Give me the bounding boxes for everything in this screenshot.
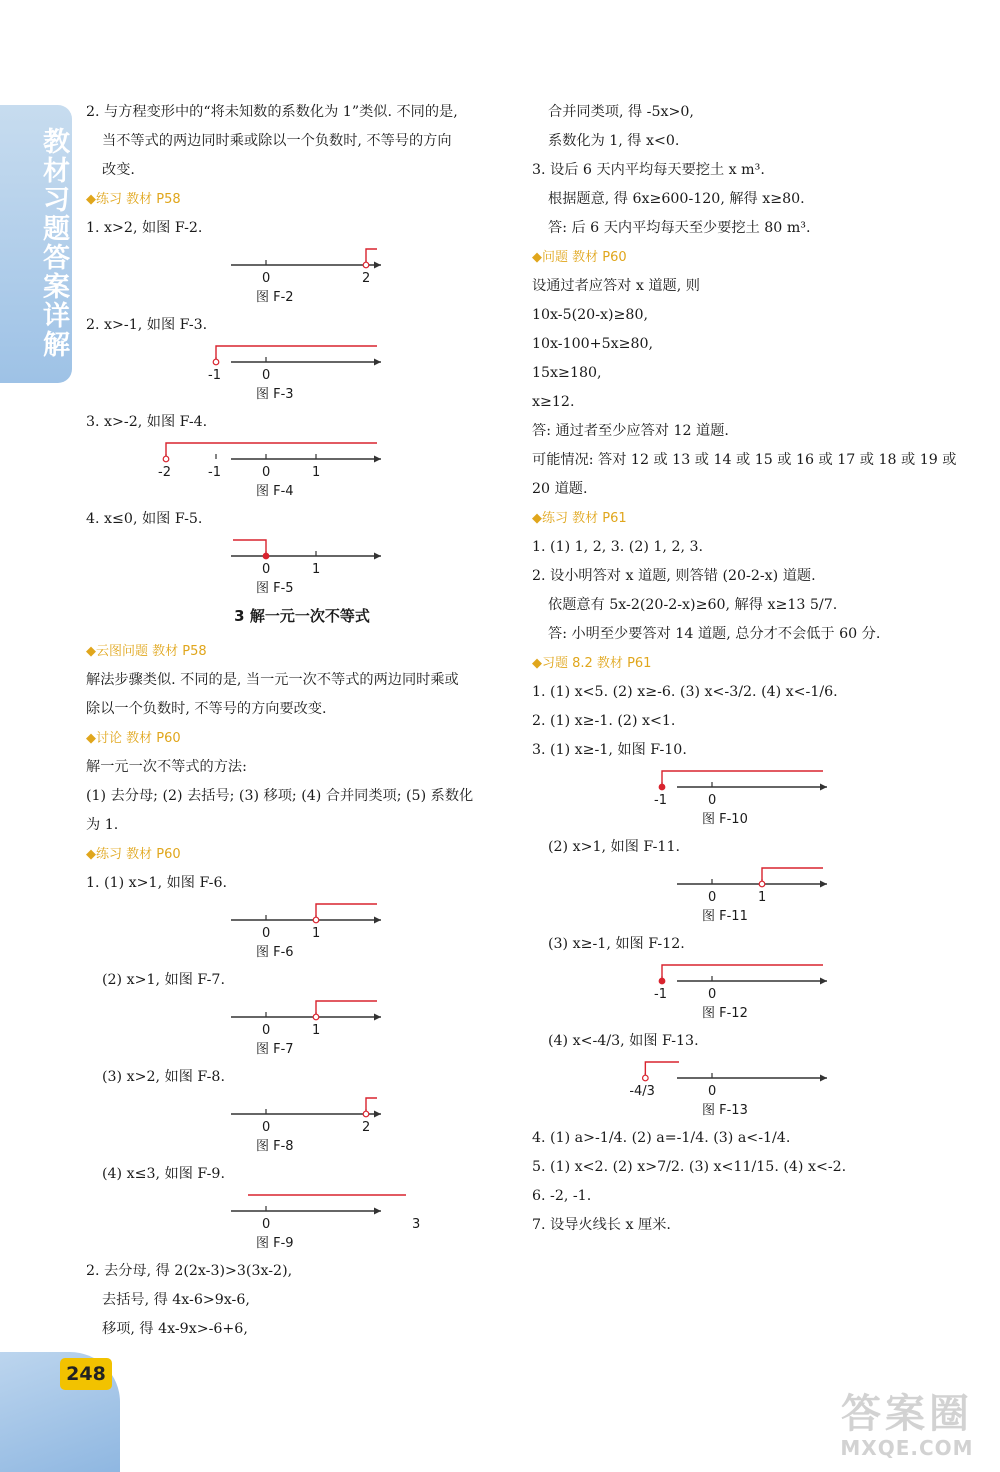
axis-arrow [374, 1111, 381, 1118]
text-line: 2. (1) x≥-1. (2) x<1. [532, 713, 676, 729]
tick-label: -4/3 [629, 1084, 655, 1099]
text-line: (1) 去分母; (2) 去括号; (3) 移项; (4) 合并同类项; (5) 系数化 [86, 788, 474, 804]
text-line: 3. 设后 6 天内平均每天要挖土 x m³. [532, 162, 765, 178]
tick-label: 0 [708, 1084, 717, 1099]
tick-label: -1 [208, 368, 221, 383]
text-line: (4) x≤3, 如图 F-9. [102, 1166, 225, 1182]
tick-label: 2 [362, 1120, 371, 1135]
text-line: 答: 后 6 天内平均每天至少要挖土 80 m³. [548, 220, 811, 236]
tick-label: 0 [708, 890, 717, 905]
figure-caption: 图 F-8 [256, 1139, 294, 1154]
number-line-svg [532, 767, 852, 807]
text-line: (3) x≥-1, 如图 F-12. [548, 936, 685, 952]
tick-label: 0 [262, 368, 271, 383]
number-line-figure [86, 439, 518, 497]
tick-label: 0 [262, 1023, 271, 1038]
section-label: ◆讨论 教材 P60 [86, 731, 181, 746]
number-line-figure [86, 245, 518, 303]
text-line: 1. (1) x>1, 如图 F-6. [86, 875, 228, 891]
solution-ray [316, 1001, 377, 1017]
solution-ray [166, 443, 377, 459]
axis-arrow [374, 262, 381, 269]
figure-caption: 图 F-5 [256, 581, 294, 596]
text-line: 2. 设小明答对 x 道题, 则答错 (20-2-x) 道题. [532, 568, 816, 584]
page-number: 248 [60, 1358, 112, 1390]
text-line: 4. x≤0, 如图 F-5. [86, 511, 203, 527]
section-label: ◆练习 教材 P58 [86, 192, 181, 207]
number-line-figure [86, 900, 518, 958]
text-line: 可能情况: 答对 12 或 13 或 14 或 15 或 16 或 17 或 18 或 19 或 [532, 452, 957, 468]
text-line: 移项, 得 4x-9x>-6+6, [102, 1321, 248, 1337]
text-line: 20 道题. [532, 481, 588, 497]
tick-label: 0 [262, 1217, 271, 1232]
text-line: 改变. [102, 162, 135, 178]
text-line: (4) x<-4/3, 如图 F-13. [548, 1033, 699, 1049]
axis-arrow [374, 1014, 381, 1021]
text-line: 15x≥180, [532, 365, 602, 381]
tick-label: 1 [758, 890, 767, 905]
text-line: 1. x>2, 如图 F-2. [86, 220, 203, 236]
tick-label: 1 [312, 926, 321, 941]
tick-label: -1 [654, 987, 667, 1002]
axis-arrow [820, 1075, 827, 1082]
number-line-svg [86, 1191, 406, 1231]
text-line: 2. 与方程变形中的“将未知数的系数化为 1”类似. 不同的是, [86, 104, 458, 120]
text-line: 1. (1) x<5. (2) x≥-6. (3) x<-3/2. (4) x<-1/6. [532, 684, 838, 700]
axis-arrow [820, 881, 827, 888]
number-line-figure [86, 997, 518, 1055]
text-line: 答: 小明至少要答对 14 道题, 总分才不会低于 60 分. [548, 626, 881, 642]
solution-ray [216, 346, 377, 362]
text-line: 解一元一次不等式的方法: [86, 759, 247, 775]
axis-arrow [374, 456, 381, 463]
figure-caption: 图 F-4 [256, 484, 294, 499]
number-line-svg [86, 342, 406, 382]
tick-label: -1 [208, 465, 221, 480]
tick-label: 3 [412, 1217, 421, 1232]
text-line: 合并同类项, 得 -5x>0, [548, 104, 694, 120]
text-line: 解法步骤类似. 不同的是, 当一元一次不等式的两边同时乘或 [86, 672, 459, 688]
number-line-svg [532, 864, 852, 904]
tick-label: 1 [312, 562, 321, 577]
section-label: ◆问题 教材 P60 [532, 250, 627, 265]
tick-label: 0 [708, 987, 717, 1002]
figure-caption: 图 F-2 [256, 290, 294, 305]
tick-label: 0 [262, 1120, 271, 1135]
text-line: 5. (1) x<2. (2) x>7/2. (3) x<11/15. (4) x<-2. [532, 1159, 847, 1175]
tick-label: 1 [312, 465, 321, 480]
side-tab-label: 教材习题答案详解 [38, 127, 69, 359]
number-line-svg [532, 961, 852, 1001]
text-line: 根据题意, 得 6x≥600-120, 解得 x≥80. [548, 191, 805, 207]
axis-arrow [374, 359, 381, 366]
tick-label: 0 [708, 793, 717, 808]
section-label: ◆练习 教材 P61 [532, 511, 627, 526]
text-line: x≥12. [532, 394, 575, 410]
text-line: 6. -2, -1. [532, 1188, 592, 1204]
section-heading: 3 解一元一次不等式 [234, 607, 370, 625]
number-line-svg [86, 1094, 406, 1134]
figure-caption: 图 F-11 [702, 909, 748, 924]
figure-caption: 图 F-10 [702, 812, 748, 827]
solution-ray [662, 771, 823, 787]
tick-label: 1 [312, 1023, 321, 1038]
text-line: 2. 去分母, 得 2(2x-3)>3(3x-2), [86, 1263, 293, 1279]
axis-arrow [374, 1208, 381, 1215]
text-line: (2) x>1, 如图 F-7. [102, 972, 225, 988]
number-line-figure [86, 536, 518, 594]
right-column [532, 98, 962, 1240]
text-line: 10x-100+5x≥80, [532, 336, 654, 352]
watermark-url: MXQE.COM [840, 1436, 974, 1460]
number-line-figure [532, 1058, 962, 1116]
text-line: 2. x>-1, 如图 F-3. [86, 317, 208, 333]
tick-label: -1 [654, 793, 667, 808]
axis-arrow [820, 784, 827, 791]
figure-caption: 图 F-7 [256, 1042, 294, 1057]
number-line-svg [86, 245, 406, 285]
solution-ray [316, 904, 377, 920]
text-line: 为 1. [86, 817, 119, 833]
text-line: 去括号, 得 4x-6>9x-6, [102, 1292, 250, 1308]
number-line-svg [86, 536, 406, 576]
tick-label: 0 [262, 465, 271, 480]
number-line-svg [532, 1058, 852, 1098]
text-line: 依题意有 5x-2(20-2-x)≥60, 解得 x≥13 5/7. [548, 597, 838, 613]
figure-caption: 图 F-9 [256, 1236, 294, 1251]
axis-arrow [374, 917, 381, 924]
solution-ray [662, 965, 823, 981]
solution-ray [645, 1062, 679, 1078]
axis-arrow [374, 553, 381, 560]
axis-arrow [820, 978, 827, 985]
number-line-svg [86, 900, 406, 940]
section-label: ◆练习 教材 P60 [86, 847, 181, 862]
solution-ray [248, 1195, 406, 1211]
number-line-svg [86, 997, 406, 1037]
number-line-svg [86, 439, 406, 479]
number-line-figure [86, 342, 518, 400]
text-line: 10x-5(20-x)≥80, [532, 307, 648, 323]
text-line: 3. (1) x≥-1, 如图 F-10. [532, 742, 687, 758]
text-line: (3) x>2, 如图 F-8. [102, 1069, 225, 1085]
tick-label: 0 [262, 926, 271, 941]
text-line: 除以一个负数时, 不等号的方向要改变. [86, 701, 327, 717]
text-line: 3. x>-2, 如图 F-4. [86, 414, 208, 430]
text-line: 设通过者应答对 x 道题, 则 [532, 278, 700, 294]
figure-caption: 图 F-6 [256, 945, 294, 960]
watermark-logo [822, 1392, 992, 1460]
solution-ray [762, 868, 823, 884]
tick-label: 0 [262, 271, 271, 286]
tick-label: 0 [262, 562, 271, 577]
section-label: ◆云图问题 教材 P58 [86, 644, 207, 659]
text-line: 4. (1) a>-1/4. (2) a=-1/4. (3) a<-1/4. [532, 1130, 791, 1146]
number-line-figure [532, 864, 962, 922]
figure-caption: 图 F-12 [702, 1006, 748, 1021]
watermark-text: 答案圈 [841, 1391, 973, 1437]
text-line: 1. (1) 1, 2, 3. (2) 1, 2, 3. [532, 539, 704, 555]
tick-label: 2 [362, 271, 371, 286]
number-line-figure [532, 767, 962, 825]
figure-caption: 图 F-3 [256, 387, 294, 402]
number-line-figure [532, 961, 962, 1019]
number-line-figure [86, 1191, 518, 1249]
text-line: 当不等式的两边同时乘或除以一个负数时, 不等号的方向 [102, 133, 452, 149]
text-line: 答: 通过者至少应答对 12 道题. [532, 423, 729, 439]
section-label: ◆习题 8.2 教材 P61 [532, 656, 652, 671]
tick-label: -2 [158, 465, 171, 480]
left-column [86, 98, 518, 1344]
text-line: 系数化为 1, 得 x<0. [548, 133, 680, 149]
solution-ray [233, 540, 266, 556]
figure-caption: 图 F-13 [702, 1103, 748, 1118]
number-line-figure [86, 1094, 518, 1152]
side-tab [0, 105, 72, 383]
text-line: (2) x>1, 如图 F-11. [548, 839, 680, 855]
text-line: 7. 设导火线长 x 厘米. [532, 1217, 671, 1233]
